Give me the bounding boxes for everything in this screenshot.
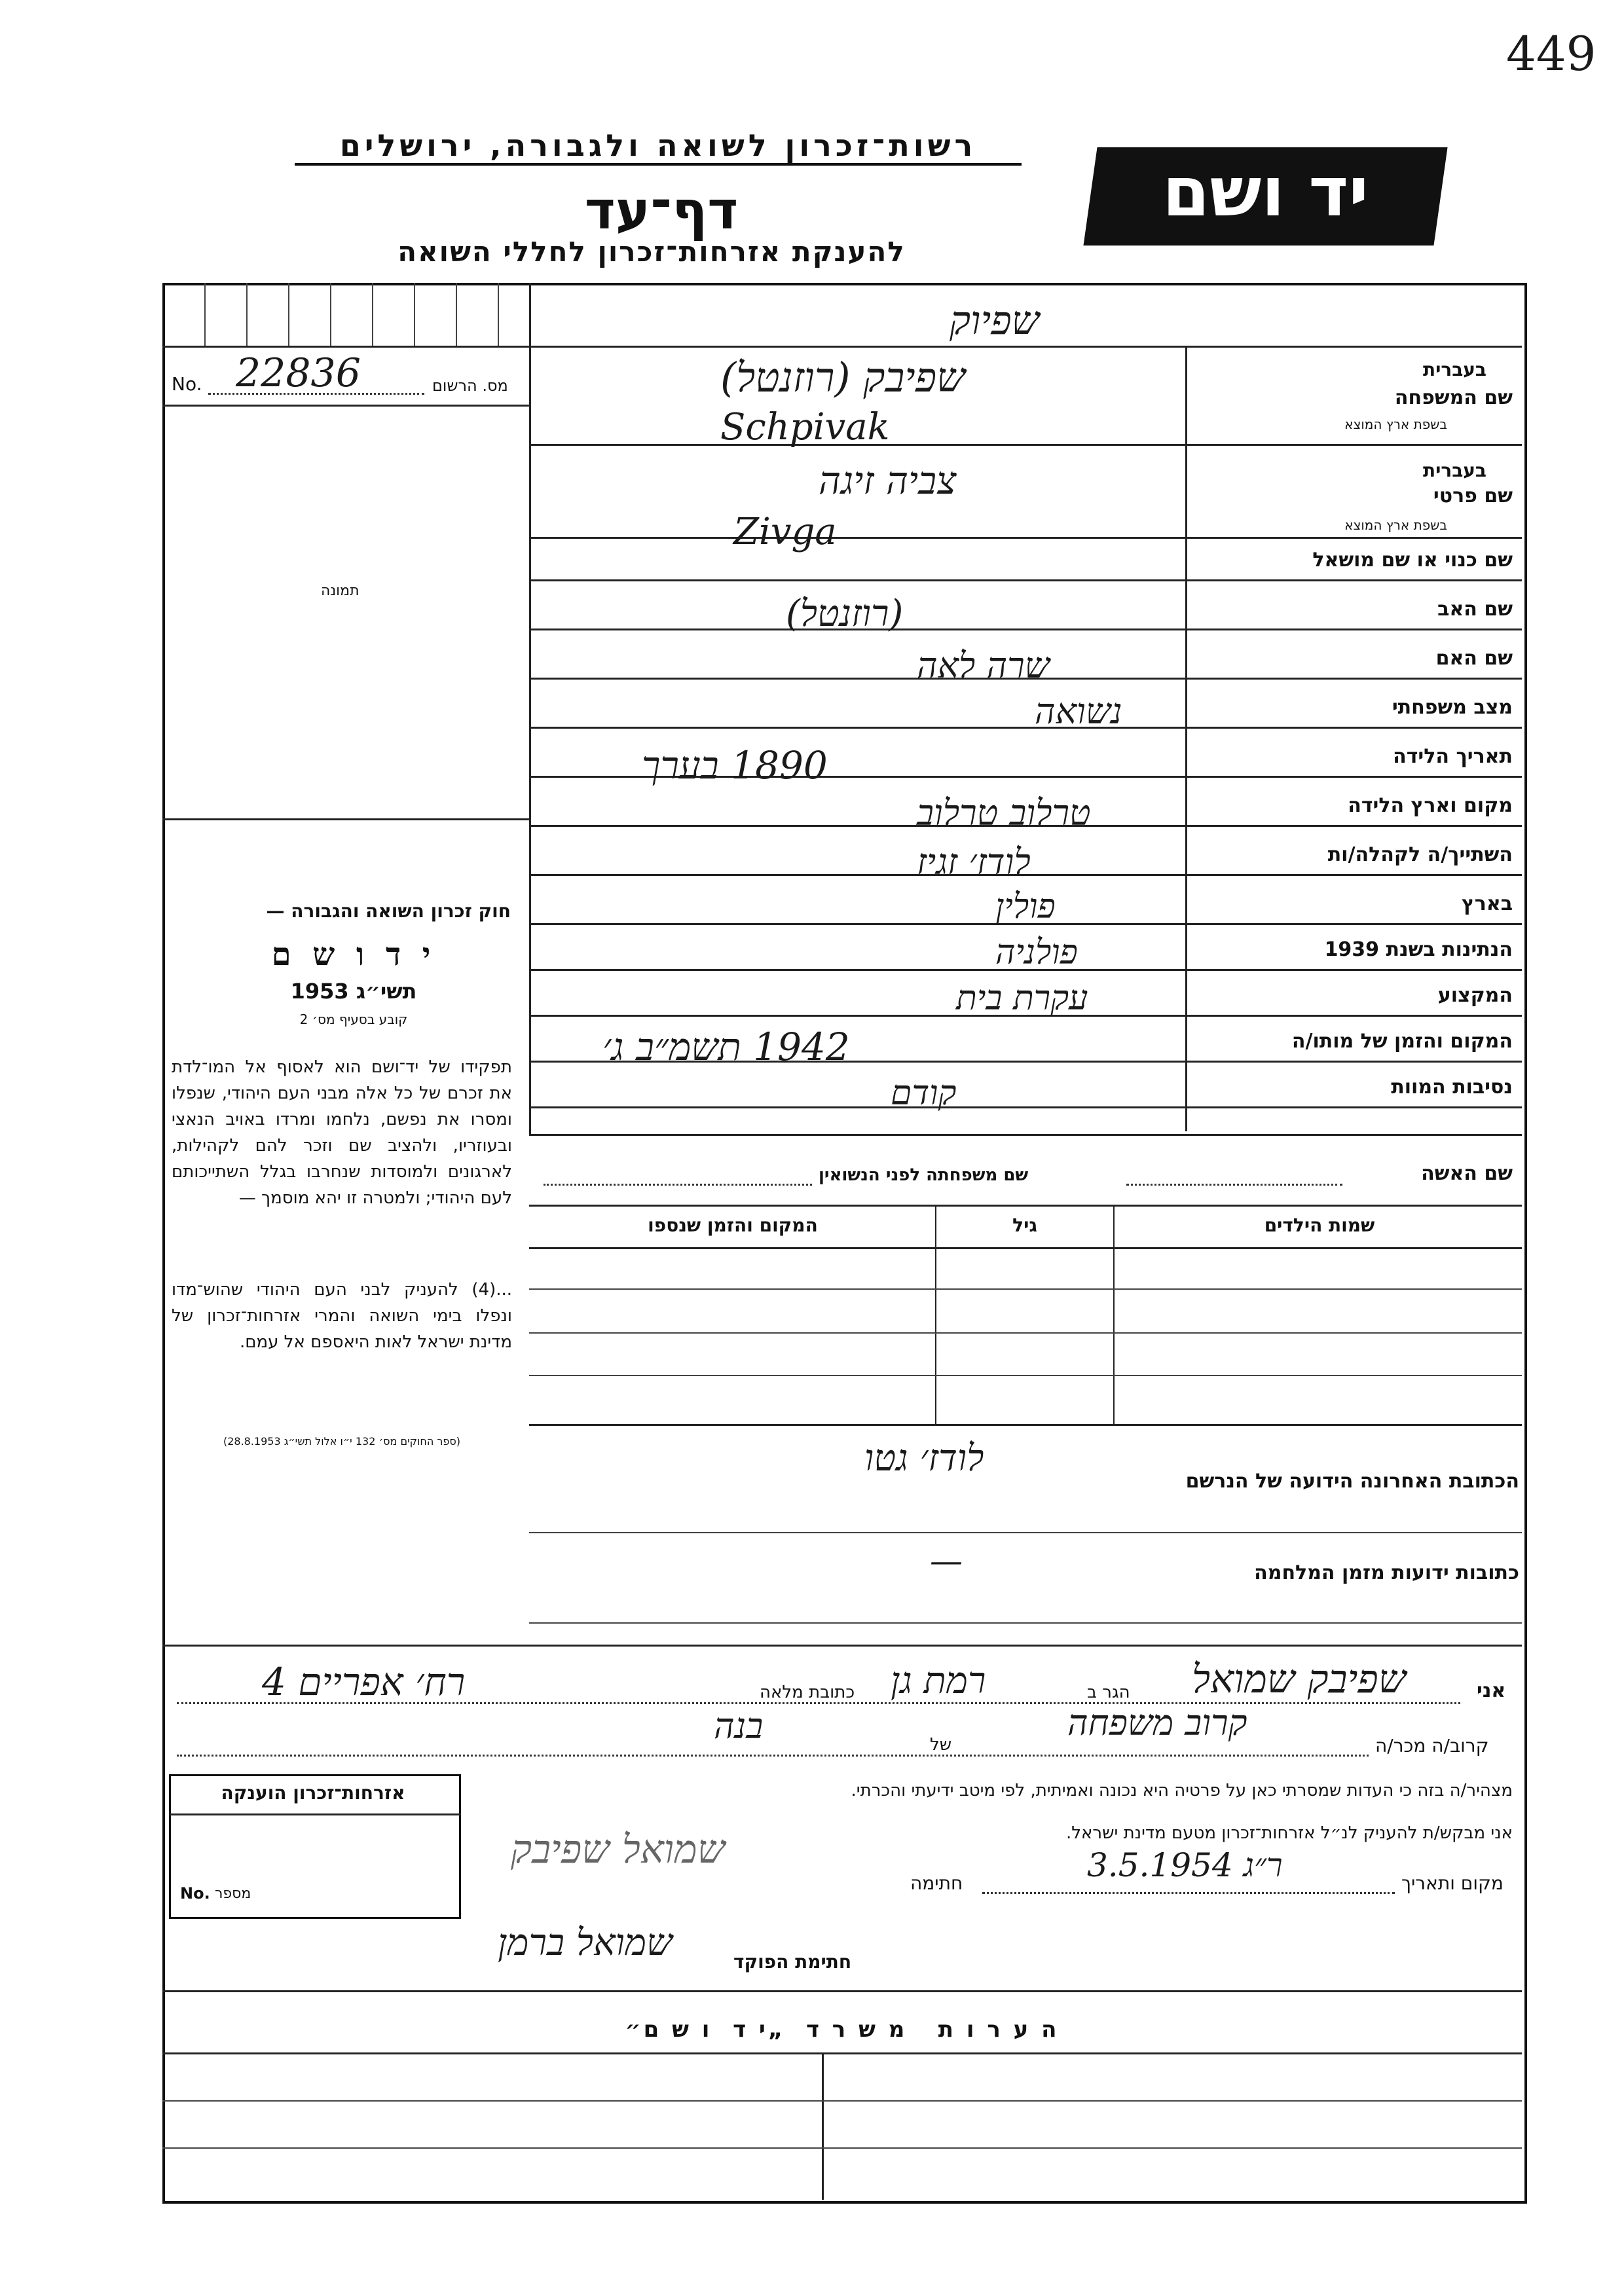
photo-label: תמונה <box>321 583 360 599</box>
signature-label: חתימה <box>910 1872 963 1894</box>
community-value: לודז׳ זגיז <box>917 841 1031 883</box>
declarant-ani: אני <box>1477 1679 1506 1702</box>
declarant-city: רמת גן <box>891 1660 986 1702</box>
law-source: (ספר החוקים מס׳ 132 י״ו אלול תשי״ג 28.8.1953) <box>223 1435 461 1448</box>
marital-label: מצב משפחתי <box>1392 696 1513 719</box>
father-value: (רוזנטל) <box>786 592 904 635</box>
registration-label: מס. הרשום <box>432 376 508 395</box>
place-date-label: מקום ותאריך <box>1401 1872 1504 1894</box>
mother-label: שם האם <box>1435 647 1513 670</box>
law-year: תשי״ג 1953 <box>290 979 417 1004</box>
declarant-address: רח׳ אפריים 4 <box>262 1660 466 1704</box>
relative-of-value: בנה <box>714 1705 764 1747</box>
country-value: פולין <box>995 887 1056 926</box>
place-date-value: ר״ג 3.5.1954 <box>1087 1846 1283 1884</box>
law-paragraph-1: תפקידו של יד־ושם הוא לאסוף אל המו־לדת את זכרם של כל אלה מבני העם היהודי, שנפלו ומסרו את נפשם, נלחמו ומרדו באויב הנאצי ובעוזריו, ולהציב שם וזכר להם לקהילות, לארגונים ולמוסדות שנחרבו בגלל השתייכותם לעם היהודי; ולמטרה זו יהא מוסמך — <box>172 1057 512 1208</box>
relative-label: קרוב/ה מכר/ה <box>1375 1735 1489 1757</box>
birth-date-value: 1890 בערך <box>642 743 828 788</box>
children-col-place: המקום והזמן שנספו <box>648 1214 818 1236</box>
war-addresses-label: כתובות ידועות מזמן המלחמה <box>1254 1561 1519 1584</box>
authority-line: רשות־זכרון לשואה ולגבורה, ירושלים <box>295 128 1022 166</box>
citizenship-box-no: No. <box>180 1884 210 1903</box>
registration-no-label: No. <box>172 373 202 395</box>
father-label: שם האב <box>1437 598 1513 621</box>
marital-value: נשואה <box>1035 691 1122 732</box>
citizenship-box-title: אזרחות־זכרון הוענקה <box>221 1782 405 1804</box>
surname-hebrew-value: שפיבק (רוזנטל) <box>720 354 965 401</box>
declarant-lives-label: הגר ב <box>1087 1683 1130 1702</box>
law-name: י ד ו ש ם <box>271 936 436 973</box>
death-cause-label: נסיבות המוות <box>1391 1076 1513 1099</box>
citizenship-value: פולניה <box>995 933 1078 972</box>
citizenship-box-number-label: מספר <box>215 1886 251 1902</box>
nickname-label: שם כנוי או שם מושאל <box>1312 549 1513 572</box>
last-address-label: הכתובת האחרונה הידועה של הנרשם <box>1185 1470 1519 1493</box>
death-cause-value: קודם <box>891 1074 957 1113</box>
declarant-signature: שמואל שפיבק <box>511 1827 726 1872</box>
birth-date-label: תאריך הלידה <box>1393 745 1513 768</box>
last-address-value: לודז׳ גטו <box>864 1437 984 1480</box>
death-value: 1942 תשמ״ב ג׳ <box>602 1025 850 1069</box>
birth-place-label: מקום וארץ הלידה <box>1348 794 1513 817</box>
officer-signature: שמואל ברמן <box>498 1922 673 1964</box>
request-text: אני מבקש/ת להעניק לנ״ל אזרחות־זכרון מטעם מדינת ישראל. <box>1065 1823 1513 1843</box>
citizenship-label: הנתינות בשנת 1939 <box>1324 938 1513 961</box>
community-label: השתייך/ה לקהלה/ות <box>1327 843 1513 866</box>
death-label: המקום והזמן של מותו/ה <box>1291 1030 1513 1053</box>
logo-text: יד ושם <box>1162 152 1369 232</box>
law-heading: חוק זכרון השואה והגבורה — <box>266 900 511 922</box>
label-column <box>1192 346 1513 1131</box>
mother-value: שרה לאה <box>917 645 1050 686</box>
children-col-names: שמות הילדים <box>1264 1214 1375 1236</box>
war-addresses-value: — <box>930 1542 963 1580</box>
declarant-name: שפיבק שמואל <box>1192 1656 1407 1702</box>
relative-of-label: של <box>930 1735 952 1755</box>
firstname-sub-hebrew: בעברית <box>1422 460 1486 481</box>
firstname-native-value: Zivga <box>733 511 837 553</box>
page-number: 449 <box>1506 26 1596 81</box>
occupation-value: עקרת בית <box>956 979 1088 1018</box>
surname-label: שם המשפחה <box>1394 386 1513 409</box>
surname-sub-hebrew: בעברית <box>1422 359 1486 380</box>
relative-value: קרוב משפחה <box>1067 1702 1247 1743</box>
country-label: בארץ <box>1461 892 1513 915</box>
surname-extra-value: שפיוק <box>950 298 1040 344</box>
officer-signature-label: חתימת הפוקד <box>733 1951 852 1973</box>
surname-sub-native: בשפת ארץ המוצא <box>1344 416 1447 432</box>
firstname-hebrew-value: צביה זיגה <box>819 458 957 503</box>
firstname-sub-native: בשפת ארץ המוצא <box>1344 517 1447 533</box>
spouse-maiden-label: שם משפחתה לפני הנשואין <box>819 1165 1029 1185</box>
form-subtitle: להענקת אזרחות־זכרון לחללי השואה <box>397 236 906 268</box>
law-paragraph-2: ...(4) להעניק לבני העם היהודי שהוש־מדו ונפלו בימי השואה והמרי אזרחות־זכרון של מדינת ישראל לאות היאספם אל עמם. <box>172 1280 512 1352</box>
children-col-age: גיל <box>1012 1214 1037 1236</box>
law-section: קובע בסעיף מס׳ 2 <box>299 1011 408 1027</box>
declarant-address-label: כתובת מלאה <box>760 1683 855 1702</box>
registration-number: 22836 <box>236 350 361 396</box>
surname-native-value: Schpivak <box>720 406 890 448</box>
office-notes-title: ה ע ר ו ת מ ש ר ד „י ד ו ש ם״ <box>625 2016 1060 2043</box>
firstname-label: שם פרטי <box>1433 484 1513 507</box>
spouse-label: שם האשה <box>1421 1162 1513 1185</box>
form-title: דף־עד <box>584 180 739 241</box>
declaration-text: מצהיר/ה בזה כי העדות שמסרתי כאן על פרטיה היא נכונה ואמיתית, לפי מיטב ידיעתי והכרתי. <box>851 1781 1513 1800</box>
occupation-label: המקצוע <box>1437 984 1513 1007</box>
birth-place-value: טרלוב טרלוב <box>917 792 1091 833</box>
